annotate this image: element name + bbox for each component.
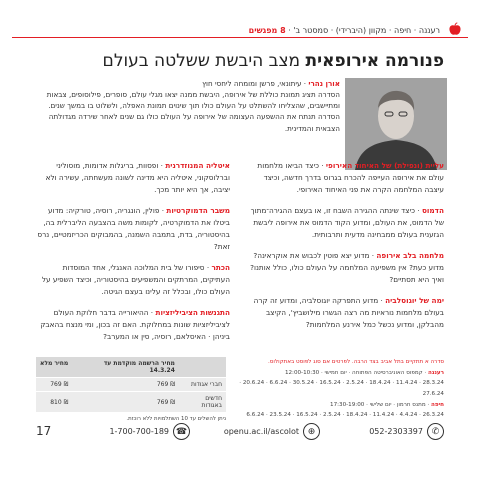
topic-item: איטליה המנוזדרנית · ופסוות, בריגלות אדומות, מוסוליני וברלוסקוני, איטליה היא מדינה לשונה מעשחתה, עשירה ולא יציבה, אך היא יותר מכך.	[45, 161, 230, 195]
page-number: 17	[36, 424, 52, 438]
page-footer	[0, 420, 480, 450]
table-row: חדשים באגודות ₪ 769 ₪ 810	[36, 392, 226, 413]
top-header	[0, 0, 480, 44]
topic-item: הדמוס · כיצד שינתה ההגירה השבח זו, או בעצם ההגירה־מתוך של הדמוס, את העולם, ומדוע הקוד הדמוס את אירופה ליבשת הגזענית בעולם ממבחינה מדעית ותרבותית.	[250, 206, 444, 240]
price-table	[36, 357, 226, 422]
schedule-section	[230, 357, 444, 421]
phone-icon: ☎	[173, 423, 190, 440]
lecturer-photo	[345, 78, 447, 170]
topics-column-right	[249, 160, 444, 340]
lecturer-section	[40, 78, 340, 134]
sessions-count: 8 מפגשים	[248, 26, 286, 35]
table-row: חברי אגודות ₪ 769 ₪ 769	[36, 378, 226, 392]
topics-column-left	[35, 160, 230, 352]
apple-logo-icon	[448, 22, 462, 36]
schedule-raanana-dates: 28.3.24 · 11.4.24 · 18.4.24 · 2.5.24 · 16.5.24 · 30.5.24 · 6.6.24 · 20.6.24 · 27.6.24	[239, 380, 444, 397]
schedule-haifa-dates: 26.3.24 · 4.4.24 · 11.4.24 · 18.4.24 · 2.5.24 · 16.5.24 · 23.5.24 · 6.6.24	[246, 412, 444, 419]
price-col-full: מחיר מלא	[36, 357, 72, 378]
price-col-early: מחיר הרשמה מוקדמת עד 14.3.24	[72, 357, 179, 378]
topic-item: משבר הדמוקרטיות · פולין, הונגריה, רוסיה, טורקיה: מדוע ביטלו את הדמוקרטיה, לקומות משה בהצבעה הליברלית בה, בהיסטוריה, בדת, בתמבה השמנה, בהמבוקים הכריזמטיים, נרס זאת?	[37, 206, 230, 252]
semester-locations: רעננה · חיפה · מקוון (היברידי) · סמסטר ב' ·	[288, 26, 440, 35]
page-title	[103, 51, 444, 71]
contact-phone-mobile[interactable]: 052-2303397 ✆	[369, 423, 444, 440]
price-footnote: ניתן להשלים עד 10 השתלמויות ללא רוכזת.	[126, 416, 226, 422]
whatsapp-icon: ✆	[427, 423, 444, 440]
title-main: פנורמה אירופאית	[305, 51, 444, 71]
globe-icon: ⊕	[303, 423, 320, 440]
schedule-note: סדרה א תתקיים בתל אביב בצד הרבה. לפרטים אם סוג לפוסט באתקולוס.	[268, 359, 444, 365]
lecturer-role: · עיתונאי, פרשן ומומחה ליחסי חוץ	[202, 79, 309, 88]
semester-info	[249, 26, 440, 35]
title-sub: מצב היבשת ששלטה בעולם	[102, 51, 306, 71]
topic-item: הכתר · סיפורו של בית המלוכה האנגלי, אחד המוסדות העתיקים, המרתקים והמשפיעים בהיסטוריה, וכיצד השפיע על העולם כולו, ובכלל זה עלינו בעצם הגיטה.	[41, 263, 230, 297]
price-col-label	[179, 357, 226, 378]
schedule-haifa: חיפה · מתנס חרמון · יום שלישי · 17:30-19:00	[330, 401, 444, 408]
contact-website[interactable]: openu.ac.il/ascolot ⊕	[224, 423, 320, 440]
header-divider	[12, 37, 468, 38]
contact-phone[interactable]: 1-700-700-189 ☎	[109, 423, 190, 440]
course-description: הסדרה תציג תמונת כוללת של אירופה, היבשת ממנה יצאו מגלי עולם, סופרים, פילוסופים, צבאות ומתיישבים, שהצליחו להשתלט על העולם כולו תוך שינוים תמונת האפלה, ולשלוט בו במשך שנים. הסדרה תנתח את ההשפעה העצומה של אירופה על העולם כולו גם שנים לאחר שירדה מגדולתה הצבאית והמדינית.	[46, 90, 340, 133]
topic-item: עליית (ונפילת) של האיחוד האירופי · כיצד הביאו מלחמות עולם את אירופה העייפה להכרח בגרוס בדרך חדשה, וכיצד עיצבה המלחמה הקרה את פני האיחוד האירופי.	[257, 161, 444, 195]
lecturer-name: אורן נהרי	[308, 79, 340, 88]
topic-item: מלחמה בלב אירופה · מדוע יצא פוטין לכבוש את אוקראינה? מדוע כעת? אין משפיעה המלחמה על העולם כולו, כולל אותנו? ואיך היא תסתיים?	[250, 251, 444, 285]
schedule-raanana: רעננה · קמפוס האוניברסיטה הפתוחה · יום חמישי · 12:00-10:30	[284, 369, 444, 376]
topic-item: ימה של יוגוסלביה · מדוע התפרקה יוגוסלביה, ומדוע זה קרה בעולם מלחמות נוראיות מה רצה הגשרו מילושביץ', הקיצב מהבלקן, ומדוע נכשל כמל אירנע המלחמות?	[253, 296, 444, 330]
topic-item: התגנשות הציביליזציות · ההיאורייה בדבר חלוקת העולם לציביליזציות שונות במחלוקת. האם זה בכון, ומי מנצח בהאבק ביניהן · האיסלאם, רוסיה, סין או המערב?	[40, 308, 230, 342]
